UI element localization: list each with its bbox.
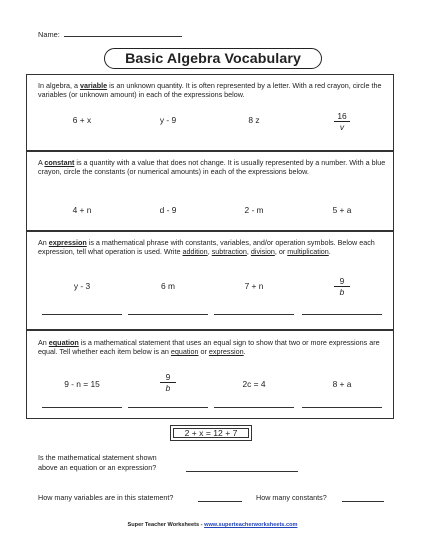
answer-line[interactable]: [302, 407, 382, 408]
variable-item-fraction[interactable]: [322, 111, 362, 132]
constant-item-2[interactable]: d - 9: [159, 205, 177, 215]
answer-line-question-3[interactable]: [342, 501, 384, 502]
constant-paragraph: A constant is a quantity with a value that does not change. It is usually represented by a number. With a blue crayon, circle the constants (or numerical amounts) in each of the expressions below.: [38, 158, 386, 177]
variable-paragraph: In algebra, a variable is an unknown quantity. It is often represented by a letter. With a red crayon, circle the variables (or unknown amount) in each of the expressions below.: [38, 81, 382, 100]
fraction-denominator: v: [339, 122, 345, 132]
variable-item-2[interactable]: y - 9: [159, 115, 177, 125]
footer: Super Teacher Worksheets - www.superteacherworksheets.com: [127, 522, 298, 528]
variable-item-3[interactable]: 8 z: [248, 115, 260, 125]
constant-item-4[interactable]: 5 + a: [332, 205, 352, 215]
answer-line[interactable]: [214, 407, 294, 408]
question-3: How many constants?: [256, 493, 327, 502]
name-line[interactable]: [64, 30, 182, 37]
fraction-denominator: b: [339, 287, 345, 297]
variable-item-1[interactable]: 6 + x: [72, 115, 92, 125]
answer-line[interactable]: [42, 407, 122, 408]
term-equation: equation: [48, 338, 79, 347]
expression-item-2: 6 m: [161, 281, 175, 291]
footer-link[interactable]: www.superteacherworksheets.com: [204, 522, 298, 528]
fraction-numerator: 9: [160, 372, 176, 383]
question-1-line-2: above an equation or an expression?: [38, 463, 157, 472]
fraction-numerator: 9: [334, 276, 350, 287]
answer-line-question-1[interactable]: [186, 471, 298, 472]
expression-paragraph: An expression is a mathematical phrase with constants, variables, and/or operation symbols. Below each expression, tell what operation is used. Write addition, subtraction, division, or multiplication.: [38, 238, 375, 257]
name-field[interactable]: [38, 30, 182, 39]
expression-item-1: y - 3: [73, 281, 91, 291]
name-label: Name:: [38, 30, 60, 39]
fraction-denominator: b: [165, 383, 171, 393]
term-variable: variable: [79, 81, 108, 90]
answer-line[interactable]: [128, 314, 208, 315]
equation-paragraph: An equation is a mathematical statement that uses an equal sign to show that two or more expressions are equal. Tell whether each item below is an equation or expression.: [38, 338, 380, 357]
answer-line[interactable]: [128, 407, 208, 408]
page-title: Basic Algebra Vocabulary: [104, 48, 322, 69]
answer-line[interactable]: [42, 314, 122, 315]
equation-item-1: 9 - n = 15: [64, 379, 100, 389]
constant-item-1[interactable]: 4 + n: [72, 205, 92, 215]
equation-item-fraction: [148, 372, 188, 393]
term-constant: constant: [44, 158, 75, 167]
term-expression: expression: [48, 238, 87, 247]
question-1-line-1: Is the mathematical statement shown: [38, 453, 157, 462]
constant-item-3[interactable]: 2 - m: [244, 205, 264, 215]
equation-item-2: 2c = 4: [242, 379, 266, 389]
boxed-statement: 2 + x = 12 + 7: [170, 425, 252, 441]
fraction-numerator: 16: [334, 111, 350, 122]
answer-line[interactable]: [302, 314, 382, 315]
answer-line-question-2[interactable]: [198, 501, 242, 502]
equation-item-3: 8 + a: [332, 379, 352, 389]
expression-item-fraction: [322, 276, 362, 297]
question-2: How many variables are in this statement?: [38, 493, 174, 502]
answer-line[interactable]: [214, 314, 294, 315]
footer-brand: Super Teacher Worksheets: [127, 522, 200, 528]
expression-item-3: 7 + n: [244, 281, 264, 291]
